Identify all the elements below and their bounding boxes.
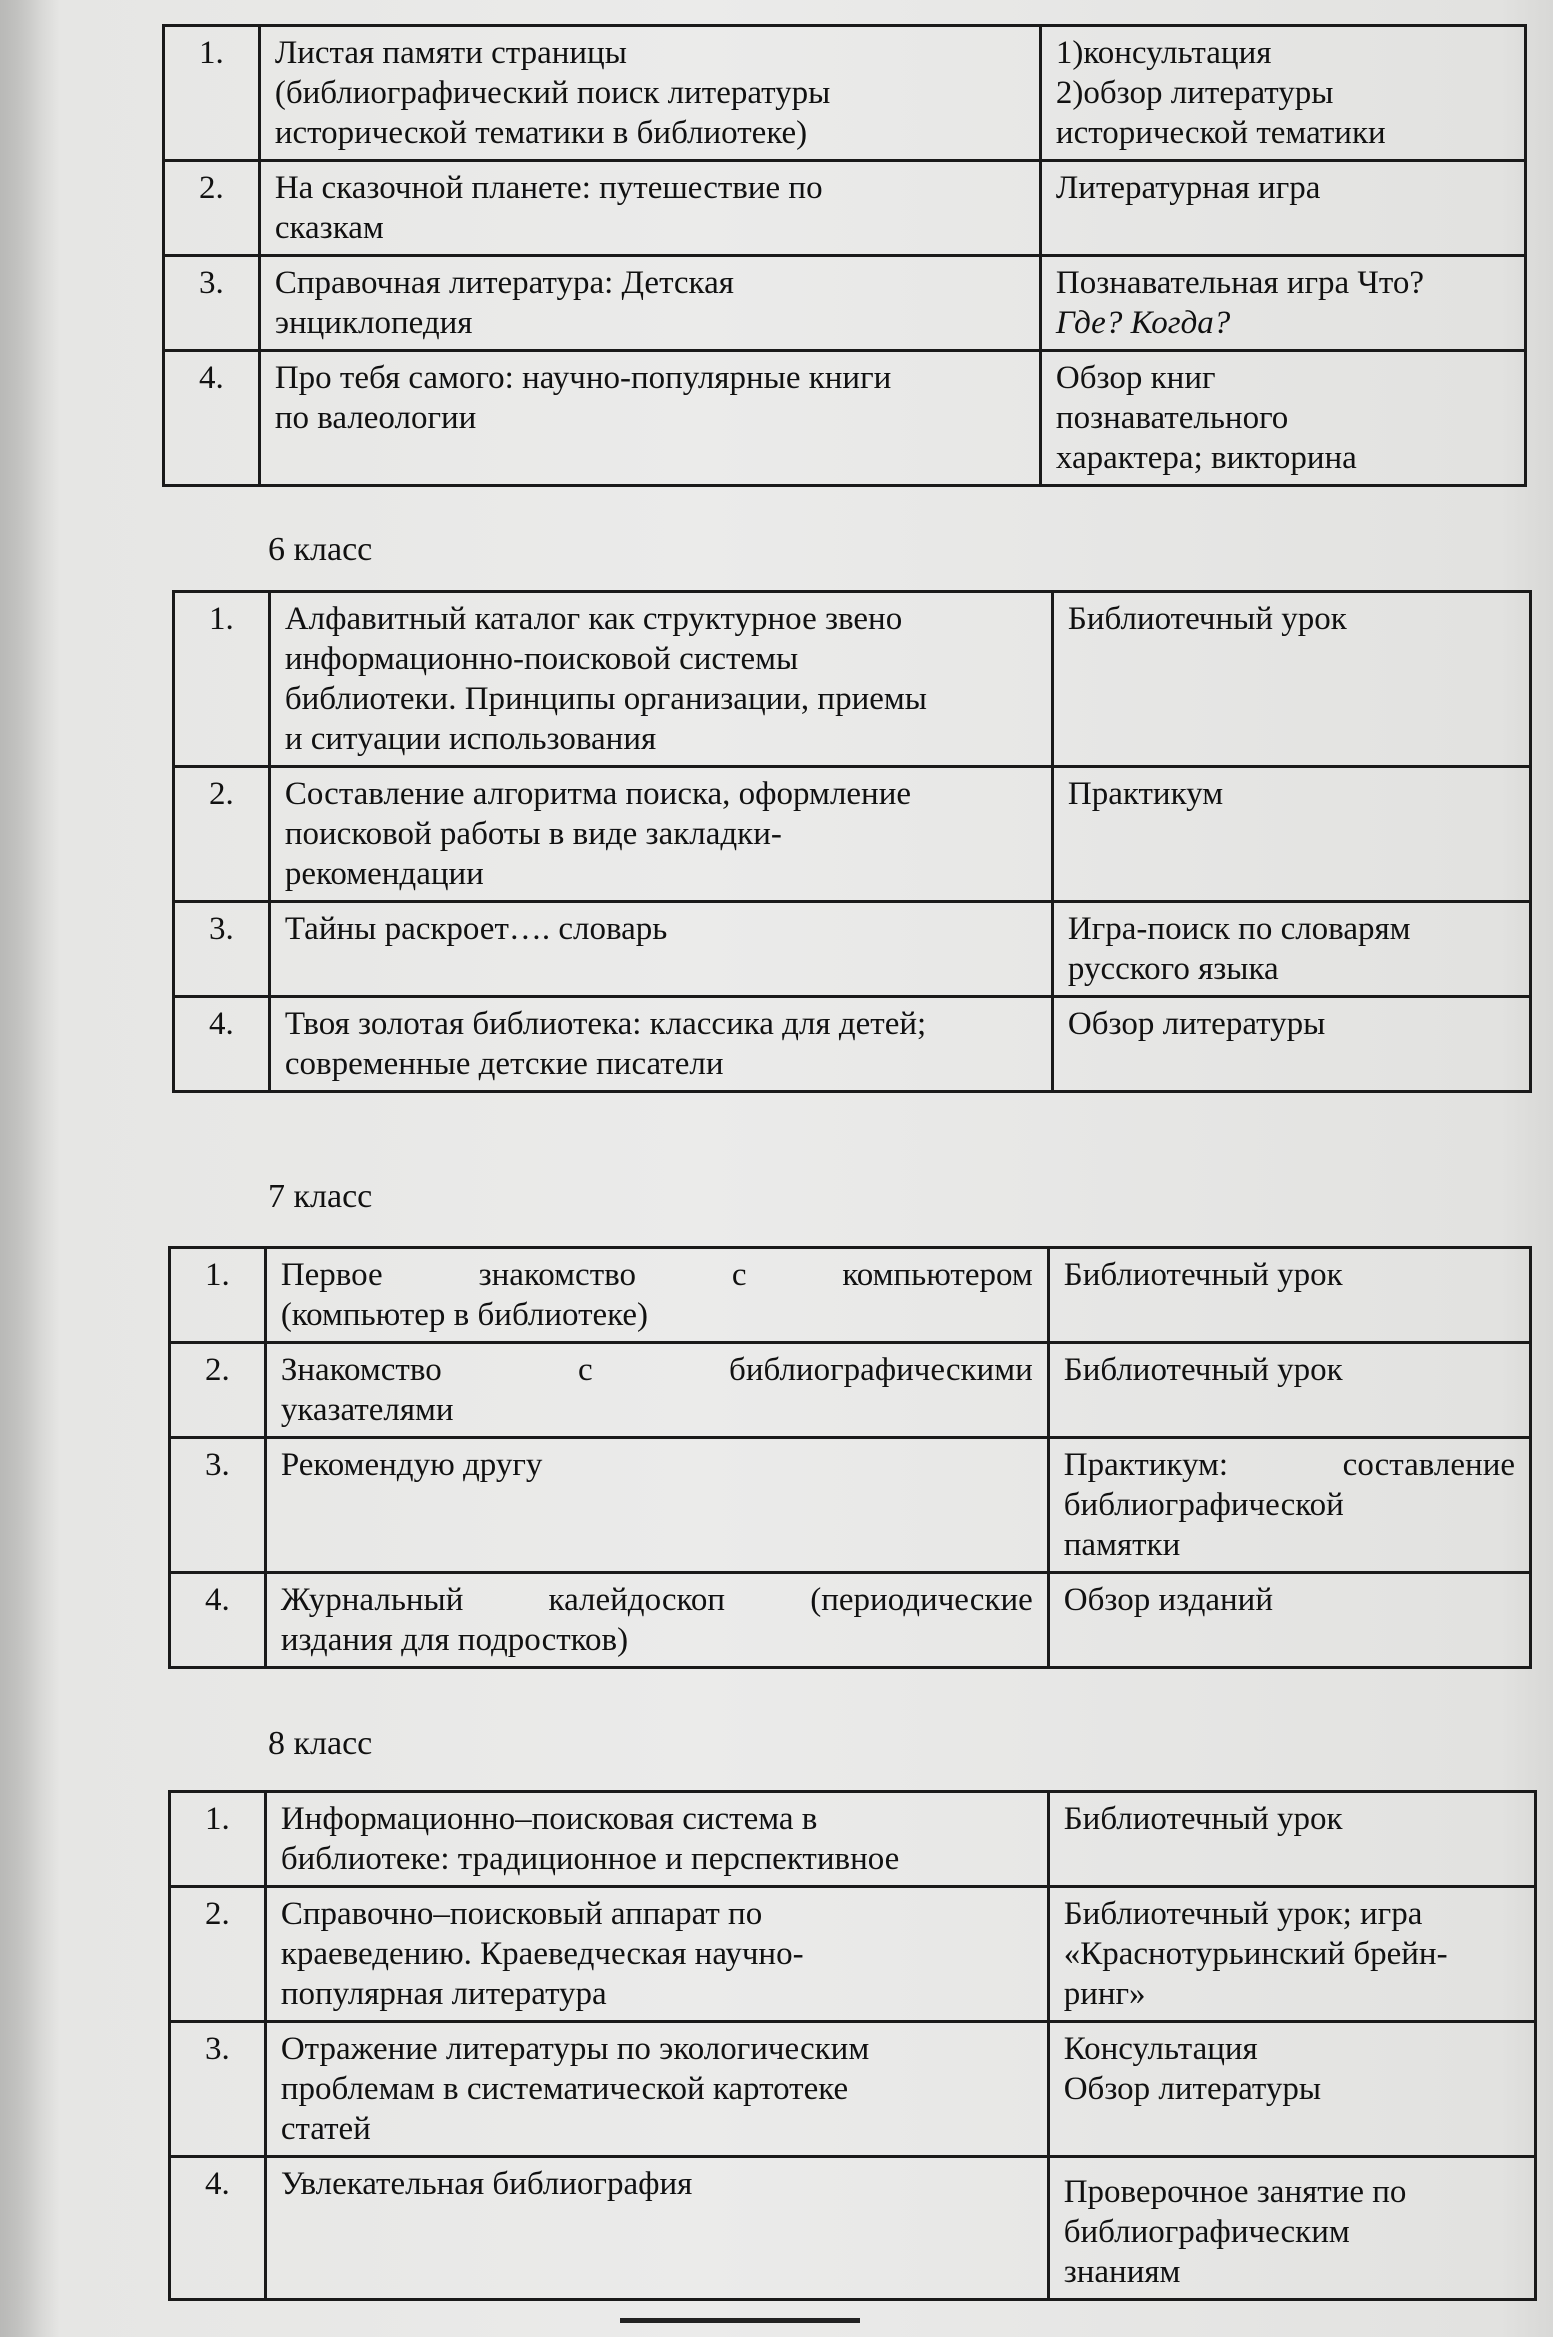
form-line: Игра-поиск по словарям [1067,911,1411,947]
table-row [170,1438,1531,1573]
table-row [170,2157,1536,2300]
lesson-topic [265,1887,1048,2022]
grade-heading-6: 6 класс [268,531,373,568]
topic-line: Листая памяти страницы [274,35,627,71]
row-number: 1. [170,1248,266,1343]
topic-line: по валеологии [274,400,477,436]
topic-line: популярная литература [280,1976,607,2012]
lesson-form [1048,2157,1535,2300]
row-number: 3. [174,902,270,997]
row-number: 1. [164,26,260,161]
topic-line: современные детские писатели [284,1046,724,1082]
table-row [170,2022,1536,2157]
form-line: русского языка [1067,951,1279,987]
topic-line: Справочно–поисковый аппарат по [280,1896,763,1932]
row-number: 1. [174,592,270,767]
lesson-form [1052,592,1530,767]
form-line: Литературная игра [1055,170,1321,206]
topic-line: (компьютер в библиотеке) [280,1297,649,1333]
form-line: знаниям [1063,2254,1181,2290]
lesson-topic [269,902,1052,997]
grade-heading-7: 7 класс [268,1178,373,1215]
lesson-table-continued [162,24,1527,487]
topic-line: энциклопедия [274,305,473,341]
topic-line: Журнальный калейдоскоп (периодические [280,1582,1033,1618]
form-line: познавательного [1055,400,1289,436]
form-line: Консультация [1063,2031,1258,2067]
topic-line: Информационно–поисковая система в [280,1801,818,1837]
topic-line: Увлекательная библиография [280,2166,693,2202]
row-number: 2. [170,1343,266,1438]
topic-line: Алфавитный каталог как структурное звено [284,601,903,637]
page-footer-rule [620,2318,860,2323]
row-number: 3. [170,1438,266,1573]
form-line: Где? Когда? [1055,305,1231,341]
lesson-form [1048,1887,1535,2022]
topic-line: библиотеки. Принципы организации, приемы [284,681,927,717]
topic-line: библиотеке: традиционное и перспективное [280,1841,900,1877]
topic-line: и ситуации использования [284,721,657,757]
grade-heading-8: 8 класс [268,1725,373,1762]
lesson-topic [259,161,1040,256]
topic-line: Составление алгоритма поиска, оформление [284,776,912,812]
lesson-form [1040,256,1525,351]
form-line: 2)обзор литературы [1055,75,1334,111]
form-line: Обзор литературы [1063,2071,1322,2107]
topic-line: статей [280,2111,371,2147]
lesson-topic [265,1792,1048,1887]
topic-line: Отражение литературы по экологическим [280,2031,870,2067]
row-number: 4. [170,2157,266,2300]
lesson-table-grade-7 [168,1246,1532,1669]
topic-line: Справочная литература: Детская [274,265,734,301]
table-row [174,997,1531,1092]
topic-line: проблемам в систематической картотеке [280,2071,849,2107]
table-row [170,1343,1531,1438]
row-number: 1. [170,1792,266,1887]
form-line: «Краснотурьинский брейн- [1063,1936,1448,1972]
table-row [174,592,1531,767]
form-line: характера; викторина [1055,440,1357,476]
scan-edge-shadow [0,0,60,2337]
topic-line: Тайны раскроет…. словарь [284,911,668,947]
form-line: 1)консультация [1055,35,1272,71]
row-number: 3. [164,256,260,351]
lesson-topic [265,2157,1048,2300]
lesson-form [1052,902,1530,997]
lesson-form [1040,161,1525,256]
table-row [174,767,1531,902]
lesson-topic [265,1248,1048,1343]
form-line: Обзор литературы [1067,1006,1326,1042]
lesson-form [1040,351,1525,486]
form-line: Проверочное занятие по [1063,2174,1407,2210]
form-line: ринг» [1063,1976,1146,2012]
topic-line: Первое знакомство с компьютером [280,1257,1033,1293]
form-line: Познавательная игра Что? [1055,265,1425,301]
table-row [164,256,1526,351]
topic-line: На сказочной планете: путешествие по [274,170,823,206]
table-row [164,26,1526,161]
form-line: Библиотечный урок [1067,601,1347,637]
row-number: 4. [174,997,270,1092]
topic-line: Рекомендую другу [280,1447,543,1483]
lesson-table-grade-6 [172,590,1532,1093]
lesson-topic [265,1573,1048,1668]
lesson-form [1052,997,1530,1092]
lesson-topic [269,767,1052,902]
lesson-topic [259,26,1040,161]
table-row [164,161,1526,256]
lesson-topic [265,1438,1048,1573]
lesson-topic [265,2022,1048,2157]
topic-line: Знакомство с библиографическими [280,1352,1033,1388]
lesson-form [1048,1792,1535,1887]
table-row [170,1248,1531,1343]
topic-line: указателями [280,1392,454,1428]
form-line: исторической тематики [1055,115,1386,151]
lesson-form [1048,1343,1530,1438]
lesson-table-grade-8 [168,1790,1537,2301]
form-line: Библиотечный урок [1063,1352,1343,1388]
lesson-topic [265,1343,1048,1438]
topic-line: (библиографический поиск литературы [274,75,831,111]
form-line: памятки [1063,1527,1181,1563]
lesson-topic [269,997,1052,1092]
form-line: Библиотечный урок [1063,1801,1343,1837]
topic-line: поисковой работы в виде закладки- [284,816,782,852]
form-line: Библиотечный урок; игра [1063,1896,1423,1932]
lesson-form [1048,1573,1530,1668]
table-row [170,1573,1531,1668]
form-line: Обзор книг [1055,360,1216,396]
form-line: Библиотечный урок [1063,1257,1343,1293]
topic-line: сказкам [274,210,384,246]
form-line: библиографическим [1063,2214,1350,2250]
form-line: Практикум: составление [1063,1447,1515,1483]
row-number: 2. [170,1887,266,2022]
lesson-topic [269,592,1052,767]
topic-line: Твоя золотая библиотека: классика для детей; [284,1006,927,1042]
lesson-form [1040,26,1525,161]
topic-line: Про тебя самого: научно-популярные книги [274,360,892,396]
lesson-form [1048,2022,1535,2157]
table-row [170,1792,1536,1887]
form-line: библиографической [1063,1487,1344,1523]
table-row [174,902,1531,997]
form-line: Обзор изданий [1063,1582,1273,1618]
table-row [164,351,1526,486]
topic-line: информационно-поисковой системы [284,641,799,677]
topic-line: исторической тематики в библиотеке) [274,115,808,151]
topic-line: издания для подростков) [280,1622,629,1658]
topic-line: краеведению. Краеведческая научно- [280,1936,804,1972]
lesson-form [1048,1438,1530,1573]
row-number: 4. [164,351,260,486]
lesson-topic [259,256,1040,351]
row-number: 4. [170,1573,266,1668]
lesson-form [1052,767,1530,902]
row-number: 2. [164,161,260,256]
lesson-topic [259,351,1040,486]
form-line: Практикум [1067,776,1224,812]
row-number: 3. [170,2022,266,2157]
lesson-form [1048,1248,1530,1343]
topic-line: рекомендации [284,856,484,892]
table-row [170,1887,1536,2022]
row-number: 2. [174,767,270,902]
